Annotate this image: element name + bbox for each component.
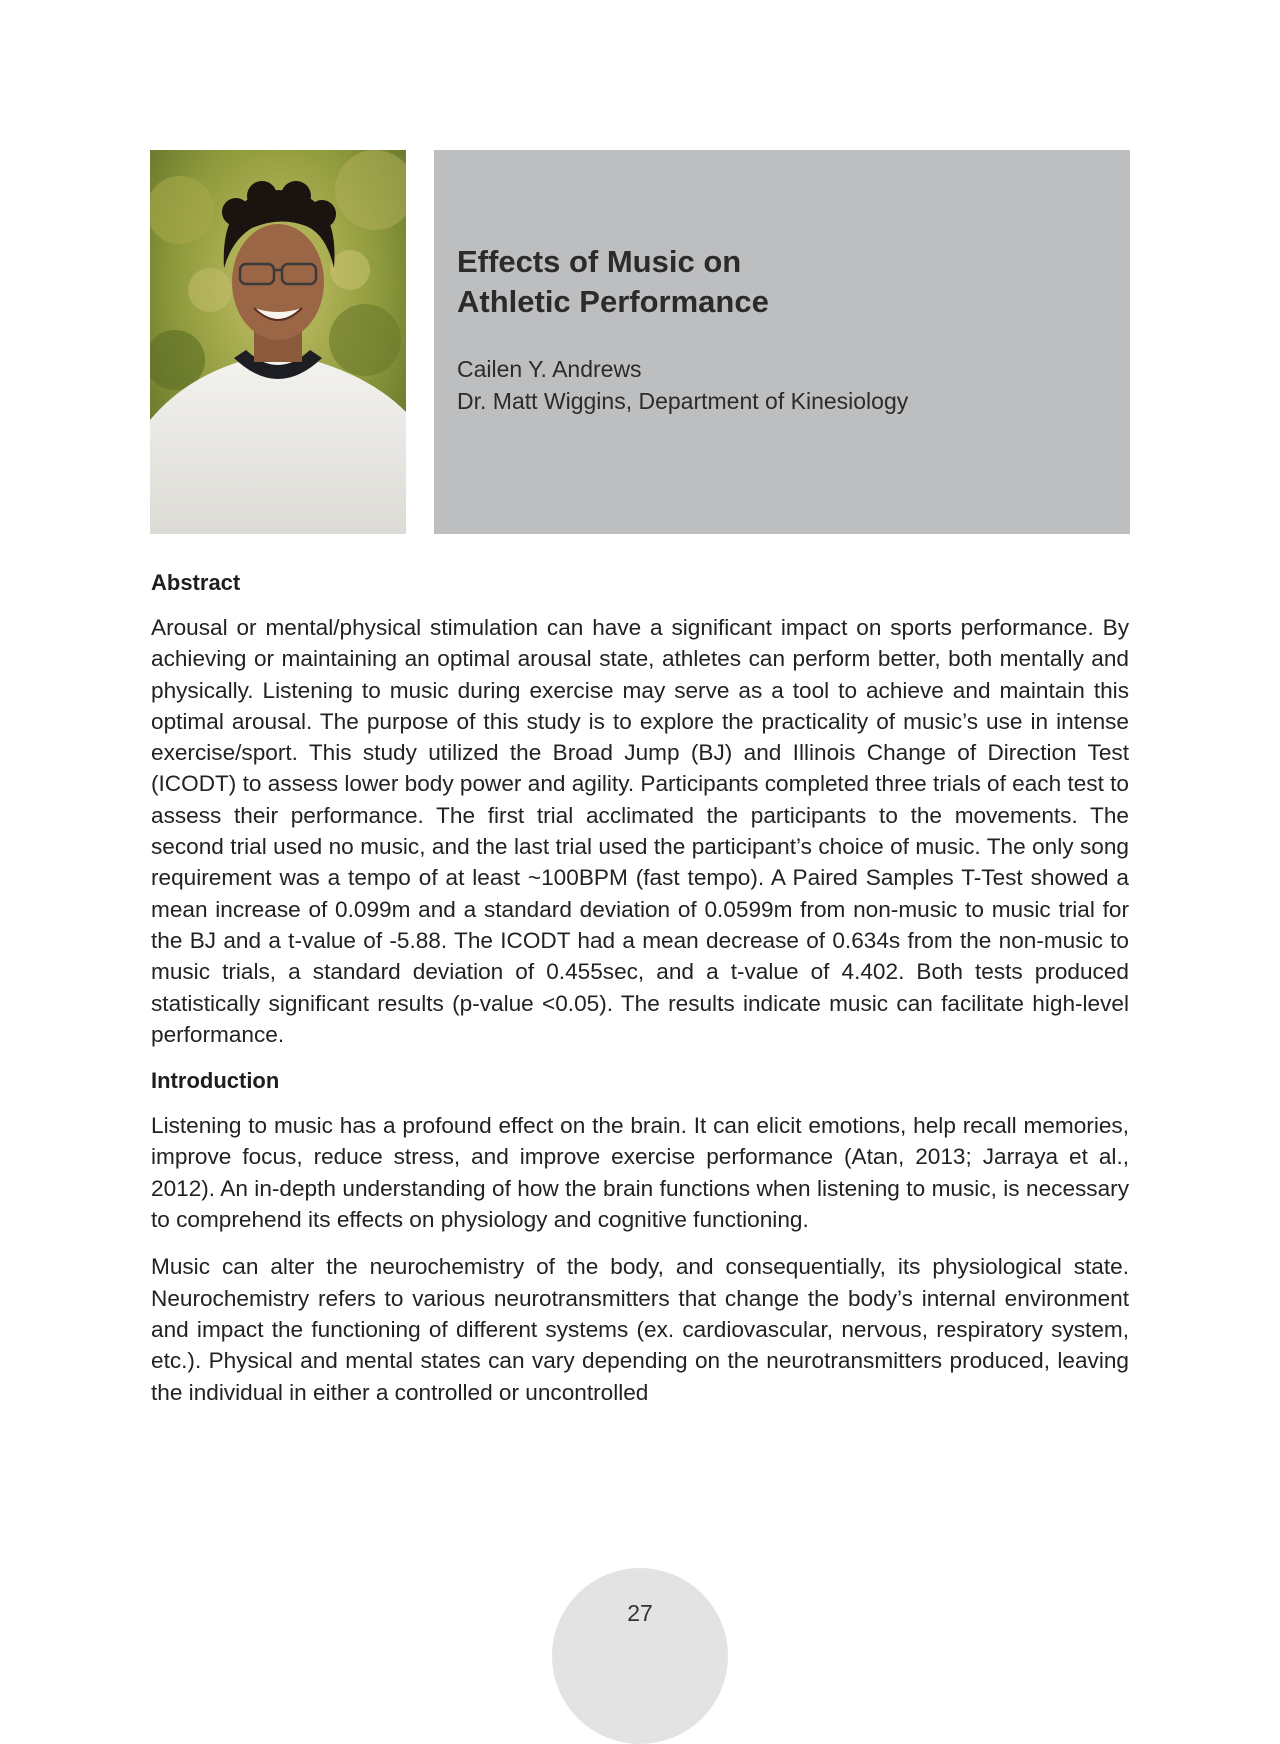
introduction-heading: Introduction [151,1068,280,1094]
introduction-paragraph-2: Music can alter the neurochemistry of the body, and consequentially, its physiological state. Neurochemistry refers to various neurotransmitters that change the body’s internal environment and impact the functioning of different systems (ex. cardiovascular, nervous, respiratory system, etc.). Physical and mental states can vary depending on the neurotransmitters produced, leaving the individual in either a controlled or uncontrolled [151,1254,1129,1405]
byline [457,353,908,417]
page-number-tab [552,1568,728,1744]
article-body [151,568,1129,1424]
page-number: 27 [627,1600,653,1626]
introduction-paragraph-1: Listening to music has a profound effect on the brain. It can elicit emotions, help recall memories, improve focus, reduce stress, and improve exercise performance (Atan, 2013; Jarraya et al., 2012). An in-depth understanding of how the brain functions when listening to music, is necessary to comprehend its effects on physiology and cognitive functioning. [151,1113,1129,1233]
author-name: Cailen Y. Andrews [457,356,642,382]
abstract-heading: Abstract [151,570,241,595]
faculty-advisor: Dr. Matt Wiggins, Department of Kinesiology [457,388,909,414]
title-panel [434,150,1130,534]
title-line-2: Athletic Performance [457,284,769,319]
portrait-image-icon [150,150,406,534]
article-title [457,242,1097,322]
title-line-1: Effects of Music on [457,244,742,279]
author-photo [150,150,406,534]
abstract-paragraph: Arousal or mental/physical stimulation can have a significant impact on sports performance. By achieving or maintaining an optimal arousal state, athletes can perform better, both mentally and physically. Listening to music during exercise may serve as a tool to achieve and maintain this optimal arousal. The purpose of this study is to explore the practicality of music’s use in intense exercise/sport. This study utilized the Broad Jump (BJ) and Illinois Change of Direction Test (ICODT) to assess lower body power and agility. Participants completed three trials of each test to assess their performance. The first trial acclimated the participants to the movements. The second trial used no music, and the last trial used the participant’s choice of music. The only song requirement was a tempo of at least ~100BPM (fast tempo). A Paired Samples T-Test showed a mean increase of 0.099m and a standard deviation of 0.0599m from non-music to music trial for the BJ and a t-value of -5.88. The ICODT had a mean decrease of 0.634s from the non-music to music trials, a standard deviation of 0.455sec, and a t-value of 4.402. Both tests produced statistically significant results (p-value <0.05). The results indicate music can facilitate high-level performance. [151,615,1129,1047]
